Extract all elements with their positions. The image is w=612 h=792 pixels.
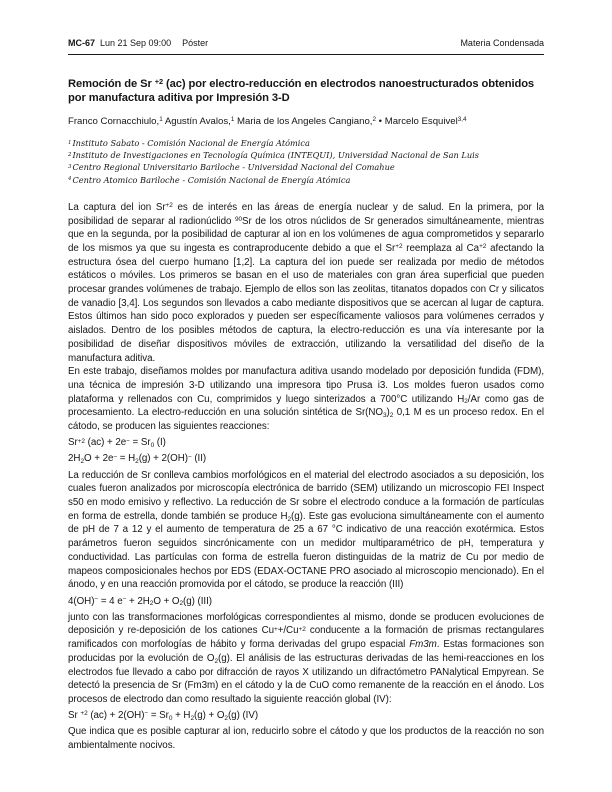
body-block: $2H_2O + 2e^- = H_2(g) + 2(OH)^-$ (II) (68, 453, 207, 466)
author-list: Franco Cornacchiulo,$^1$ Agustín Avalos,$^1$ Maria de los Angeles Cangiano,$^2$ • Marcelo Esquivel$^{3,4}$ (68, 116, 467, 127)
affiliation-list (68, 137, 544, 186)
abstract-body (68, 201, 544, 753)
affiliation-text: Centro Regional Universitario Bariloche - Universidad Nacional del Comahue (72, 162, 395, 173)
session-datetime: Lun 21 Sep 09:00 (100, 38, 172, 48)
affiliation-item (68, 161, 544, 173)
body-block: La reducción de Sr conlleva cambios morfológicos en el material del electrodo asociados a su deposición, los cuales fueron analizados por microscopía electrónica de barrido (SEM) utilizando un microscopio FEI Inspect s50 en modo emisivo y reflectivo. La reducción de Sr sobre el electrodo conduce a la formación de partículas en forma de estrella, donde también se produce $H_2(g)$. Este gas evoluciona simultáneamente con el aumento de pH de 7 a 12 y el aumento de temperatura de 25 a 67 °C indicativo de una reacción exotérmica. Estos parámetros fueron seguidos sincrónicamente con un medidor multiparamétrico de pH, temperatura y conductividad. Las partículas con forma de estrella fueron distinguidas de la matriz de Cu por medio de mapeos composicionales hechos por EDS (EDAX-OCTANE PRO asociado al microscopio mencionado). En el ánodo, y en una reacción promovida por el cátodo, se produce la reacción (III) (68, 469, 544, 591)
session-info (68, 38, 208, 48)
body-block: $Sr^{+2}$ $(ac) + 2e^- = Sr_0$ (I) (68, 437, 166, 450)
affiliation-marker: 1 (68, 139, 72, 146)
page-header (68, 38, 544, 55)
body-block: Que indica que es posible capturar al ion, reducirlo sobre el cátodo y que los productos de la reacción no son ambientalmente nocivos. (68, 726, 544, 752)
abstract-title: Remoción de Sr $^{+2}$ (ac) por electro-reducción en electrodos nanoestructurados obtenidos por manufactura aditiva por Impresión 3-D (68, 76, 535, 104)
track-name: Materia Condensada (460, 38, 544, 48)
session-type-label: Póster (182, 38, 209, 48)
affiliation-item (68, 137, 544, 149)
affiliation-item (68, 149, 544, 161)
affiliation-item (68, 174, 544, 186)
body-block: La captura del ion $Sr^{+2}$ es de interés en las áreas de energía nuclear y de salud. En la primera, por la posibilidad de separar al radionúclido $^{90}$Sr de los otros núclidos de Sr generados simultáneamente, mientras que en la segunda, por la posibilidad de capturar al ion en los volúmenes de agua comprometidos y separarlo de los mismos ya que su ingesta es contraproducente debido a que el $Sr^{+2}$ reemplaza al $Ca^{+2}$ afectando la estructura ósea del cuerpo humano [1,2]. La captura del ion puede ser realizada por medio de métodos estáticos o móviles. Los primeros se basan en el uso de materiales con gran área superficial que pueden procesar grandes volúmenes de trabajo. Ejemplo de ellos son las zeolitas, titanatos dopados con Cr y silicatos de vanadio [3,4]. Los segundos son llevados a cabo mediante dispositivos que se acercan al lugar de captura. Estos últimos han sido poco explorados y pueden ser específicamente valiosos para volúmenes cerrados y aislados. Dentro de los posibles métodos de captura, la electro-reducción es una vía interesante por la posibilidad de diseñar dispositivos móviles de extracción, utilizando la versatilidad del diseño de la manufactura aditiva. (68, 201, 545, 364)
body-block: En este trabajo, diseñamos moldes por manufactura aditiva usando modelado por deposición fundida (FDM), una técnica de impresión 3-D utilizando una impresora tipo Prusa i3. Los moldes fueron usados como plataforma y rellenados con Cu, comprimidos y luego sinterizados a 700°C utilizando $H_2/Ar$ como gas de procesamiento. La electro-reducción en una solución sintética de $Sr(NO_3)_2$ 0,1 M es un proceso redox. En el cátodo, se producen las siguientes reacciones: (68, 366, 545, 433)
body-block: Sr $^{+2}$ $(ac) + 2(OH)^- = Sr_0 + H_2(g) + O_2(g)$ (IV) (68, 710, 259, 722)
affiliation-marker: 3 (68, 164, 72, 171)
body-block: 4(OH)− = 4 $e^- + 2H_2O + O_2(g)$ (III) (68, 595, 212, 608)
affiliation-marker: 2 (68, 151, 72, 158)
affiliation-text: Instituto Sabato - Comisión Nacional de Energía Atómica (72, 138, 310, 148)
session-code: MC-67 (68, 38, 96, 48)
affiliation-marker: 4 (68, 176, 72, 183)
affiliation-text: Centro Atomico Bariloche - Comisión Nacional de Energía Atómica (72, 174, 351, 185)
affiliation-text: Instituto de Investigaciones en Tecnología Química (INTEQUI), Universidad Nacional de San Luis (72, 150, 479, 161)
body-block: junto con las transformaciones morfológicas correspondientes al mismo, donde se producen evoluciones de deposición y re-deposición de los cationes $Cu^++/Cu^{+2}$ conducente a la formación de prismas rectangulares ramificados con morfologías de hábito y forma derivadas del grupo espacial Fm3m. Estas formaciones son producidas por la evolución de $O_2(g)$. El análisis de las estructuras derivadas de las hemi-reacciones en los electrodos fue llevado a cabo por difracción de rayos X utilizando un difractómetro PANalytical Empyrean. Se detectó la presencia de Sr (Fm3m) en el cátodo y la de CuO como remanente de la reacción en el ánodo. Los procesos de electrodo dan como resultado la siguiente reacción global (IV): (68, 611, 544, 705)
